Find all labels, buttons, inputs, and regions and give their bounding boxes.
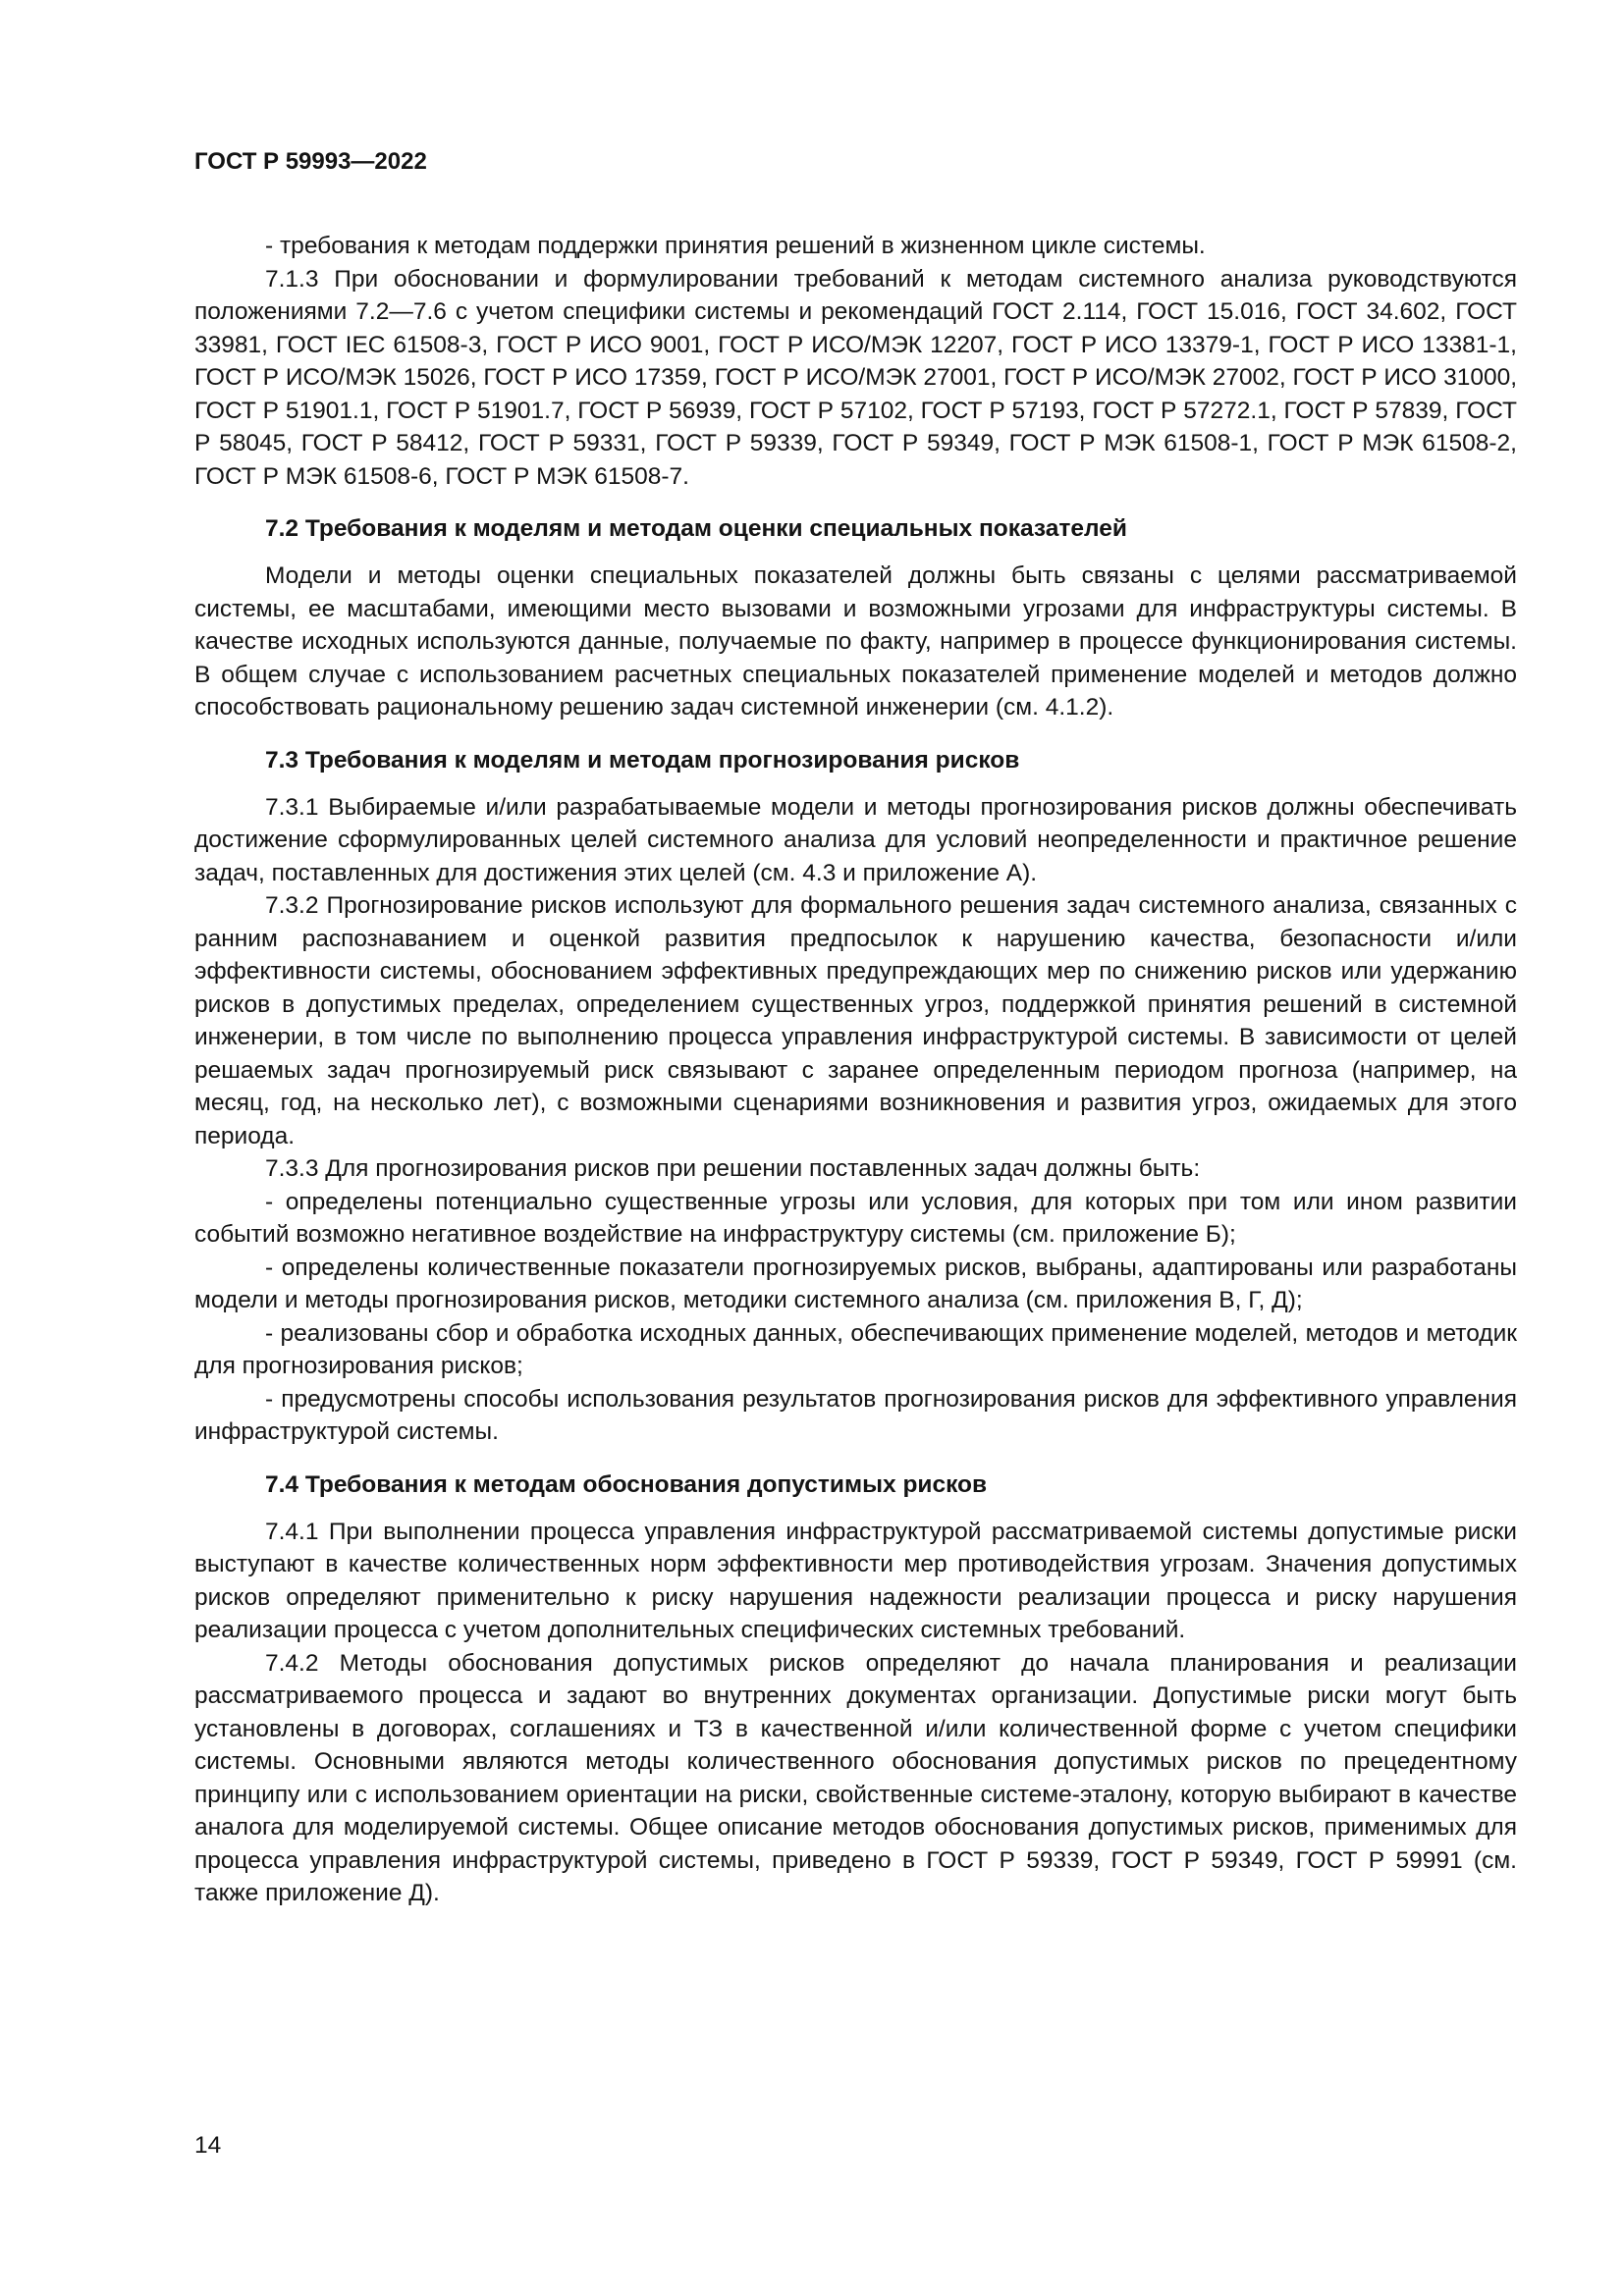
- list-item: - определены количественные показатели прогнозируемых рисков, выбраны, адаптированы или разработаны модели и методы прогнозирования рисков, методики системного анализа (см. приложения В, Г, Д);: [194, 1254, 1517, 1313]
- list-item: - определены потенциально существенные угрозы или условия, для которых при том или ином развитии событий возможно негативное воздействие на инфраструктуру системы (см. приложение Б);: [194, 1188, 1517, 1248]
- paragraph: Модели и методы оценки специальных показателей должны быть связаны с целями рассматриваемой системы, ее масштабами, имеющими место вызовами и возможными угрозами для инфраструктуры системы. В качестве исходных используются данные, получаемые по факту, например в процессе функционирования системы. В общем случае с использованием расчетных специальных показателей применение моделей и методов должно способствовать рациональному решению задач системной инженерии (см. 4.1.2).: [194, 562, 1517, 721]
- paragraph: 7.3.1 Выбираемые и/или разрабатываемые модели и методы прогнозирования рисков должны обеспечивать достижение сформулированных целей системного анализа для условий неопределенности и практичное решение задач, поставленных для достижения этих целей (см. 4.3 и приложение А).: [194, 793, 1517, 886]
- document-page: [194, 147, 1517, 1910]
- list-item: - предусмотрены способы использования результатов прогнозирования рисков для эффективного управления инфраструктурой системы.: [194, 1385, 1517, 1445]
- section-7-3: [194, 744, 1517, 1449]
- section-7-4: [194, 1468, 1517, 1910]
- document-id: ГОСТ Р 59993—2022: [194, 148, 427, 175]
- paragraph: 7.4.2 Методы обоснования допустимых рисков определяют до начала планирования и реализации рассматриваемого процесса и задают во внутренних документах организации. Допустимые риски могут быть установлены в договорах, соглашениях и ТЗ в качественной и/или количественной форме с учетом специфики системы. Основными являются методы количественного обоснования допустимых рисков по прецедентному принципу или с использованием ориентации на риски, свойственные системе-эталону, которую выбирают в качестве аналога для моделируемой системы. Общее описание методов обоснования допустимых рисков, применимых для процесса управления инфраструктурой системы, приведено в ГОСТ Р 59339, ГОСТ Р 59349, ГОСТ Р 59991 (см. также приложение Д).: [194, 1649, 1517, 1906]
- page-number: 14: [194, 2132, 222, 2159]
- section-heading: 7.3 Требования к моделям и методам прогнозирования рисков: [265, 746, 1020, 774]
- paragraph: 7.3.3 Для прогнозирования рисков при решении поставленных задач должны быть:: [265, 1155, 1201, 1182]
- paragraph: - требования к методам поддержки принятия решений в жизненном цикле системы.: [265, 233, 1206, 259]
- list-item: - реализованы сбор и обработка исходных данных, обеспечивающих применение моделей, методов и методик для прогнозирования рисков;: [194, 1319, 1517, 1379]
- paragraph: 7.1.3 При обосновании и формулировании требований к методам системного анализа руководствуются положениями 7.2—7.6 с учетом специфики системы и рекомендаций ГОСТ 2.114, ГОСТ 15.016, ГОСТ 34.602, ГОСТ 33981, ГОСТ IEC 61508-3, ГОСТ Р ИСО 9001, ГОСТ Р ИСО/МЭК 12207, ГОСТ Р ИСО 13379-1, ГОСТ Р ИСО 13381-1, ГОСТ Р ИСО/МЭК 15026, ГОСТ Р ИСО 17359, ГОСТ Р ИСО/МЭК 27001, ГОСТ Р ИСО/МЭК 27002, ГОСТ Р ИСО 31000, ГОСТ Р 51901.1, ГОСТ Р 51901.7, ГОСТ Р 56939, ГОСТ Р 57102, ГОСТ Р 57193, ГОСТ Р 57272.1, ГОСТ Р 57839, ГОСТ Р 58045, ГОСТ Р 58412, ГОСТ Р 59331, ГОСТ Р 59339, ГОСТ Р 59349, ГОСТ Р МЭК 61508-1, ГОСТ Р МЭК 61508-2, ГОСТ Р МЭК 61508-6, ГОСТ Р МЭК 61508-7.: [194, 265, 1517, 490]
- section-7-1-tail: [194, 230, 1517, 493]
- paragraph: 7.3.2 Прогнозирование рисков используют для формального решения задач системного анализа, связанных с ранним распознаванием и оценкой развития предпосылок к нарушению качества, безопасности и/или эффективности системы, обоснованием эффективных предупреждающих мер по снижению рисков или удержанию рисков в допустимых пределах, определением существенных угроз, поддержкой принятия решений в системной инженерии, в том числе по выполнению процесса управления инфраструктурой системы. В зависимости от целей решаемых задач прогнозируемый риск связывают с заранее определенным периодом прогноза (например, на месяц, год, на несколько лет), с возможными сценариями возникновения и развития угроз, ожидаемых для этого периода.: [194, 892, 1517, 1149]
- section-heading: 7.2 Требования к моделям и методам оценки специальных показателей: [265, 515, 1127, 542]
- section-heading: 7.4 Требования к методам обоснования допустимых рисков: [265, 1470, 988, 1498]
- paragraph: 7.4.1 При выполнении процесса управления инфраструктурой рассматриваемой системы допустимые риски выступают в качестве количественных норм эффективности мер противодействия угрозам. Значения допустимых рисков определяют применительно к риску нарушения надежности реализации процесса и риску нарушения реализации процесса с учетом дополнительных специфических системных требований.: [194, 1518, 1517, 1643]
- section-7-2: [194, 512, 1517, 724]
